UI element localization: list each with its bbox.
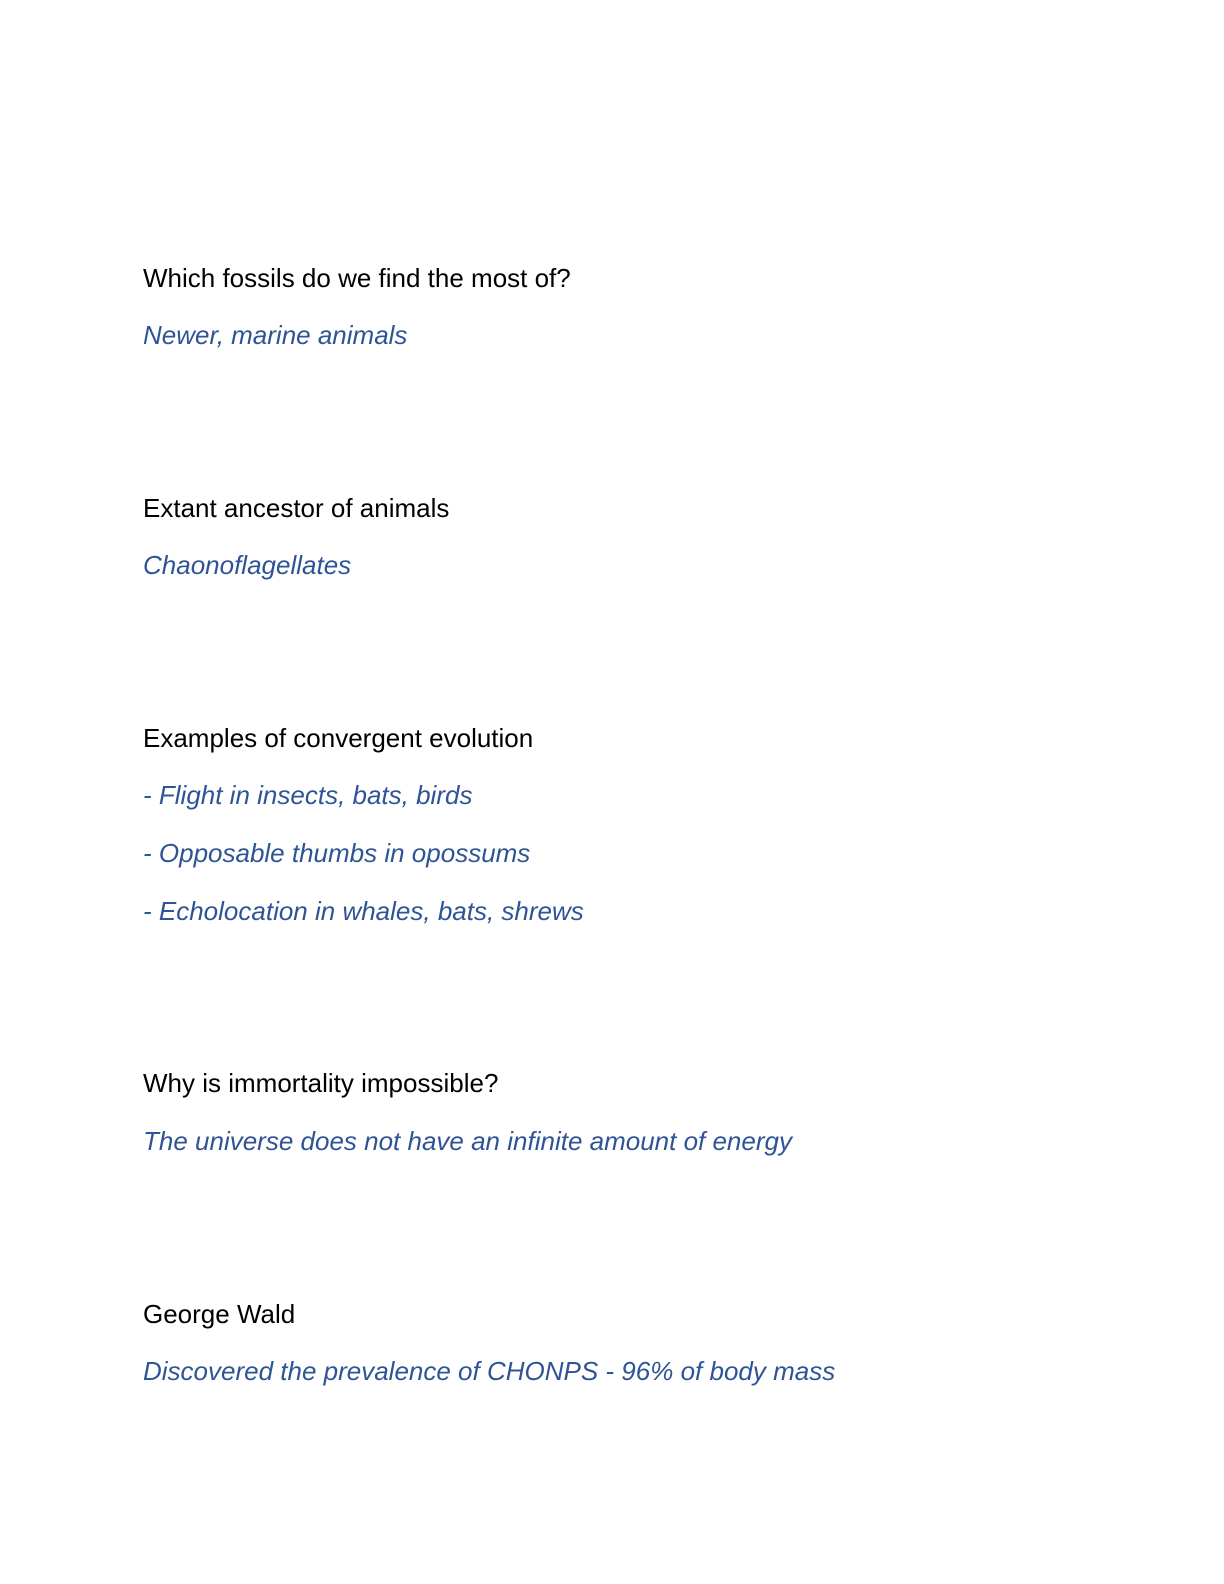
question-5: George Wald [143, 1299, 296, 1329]
answer-1: Newer, marine animals [143, 320, 408, 350]
answer-4: The universe does not have an infinite amount of energy [143, 1126, 792, 1156]
question-3: Examples of convergent evolution [143, 723, 534, 753]
answer-3-item-1: - Flight in insects, bats, birds [143, 780, 473, 810]
answer-3-item-3: - Echolocation in whales, bats, shrews [143, 896, 584, 926]
answer-5: Discovered the prevalence of CHONPS - 96% of body mass [143, 1356, 836, 1386]
question-1: Which fossils do we find the most of? [143, 263, 571, 293]
answer-3-item-2: - Opposable thumbs in opossums [143, 838, 531, 868]
question-2: Extant ancestor of animals [143, 493, 450, 523]
question-4: Why is immortality impossible? [143, 1068, 499, 1098]
answer-2: Chaonoflagellates [143, 550, 352, 580]
